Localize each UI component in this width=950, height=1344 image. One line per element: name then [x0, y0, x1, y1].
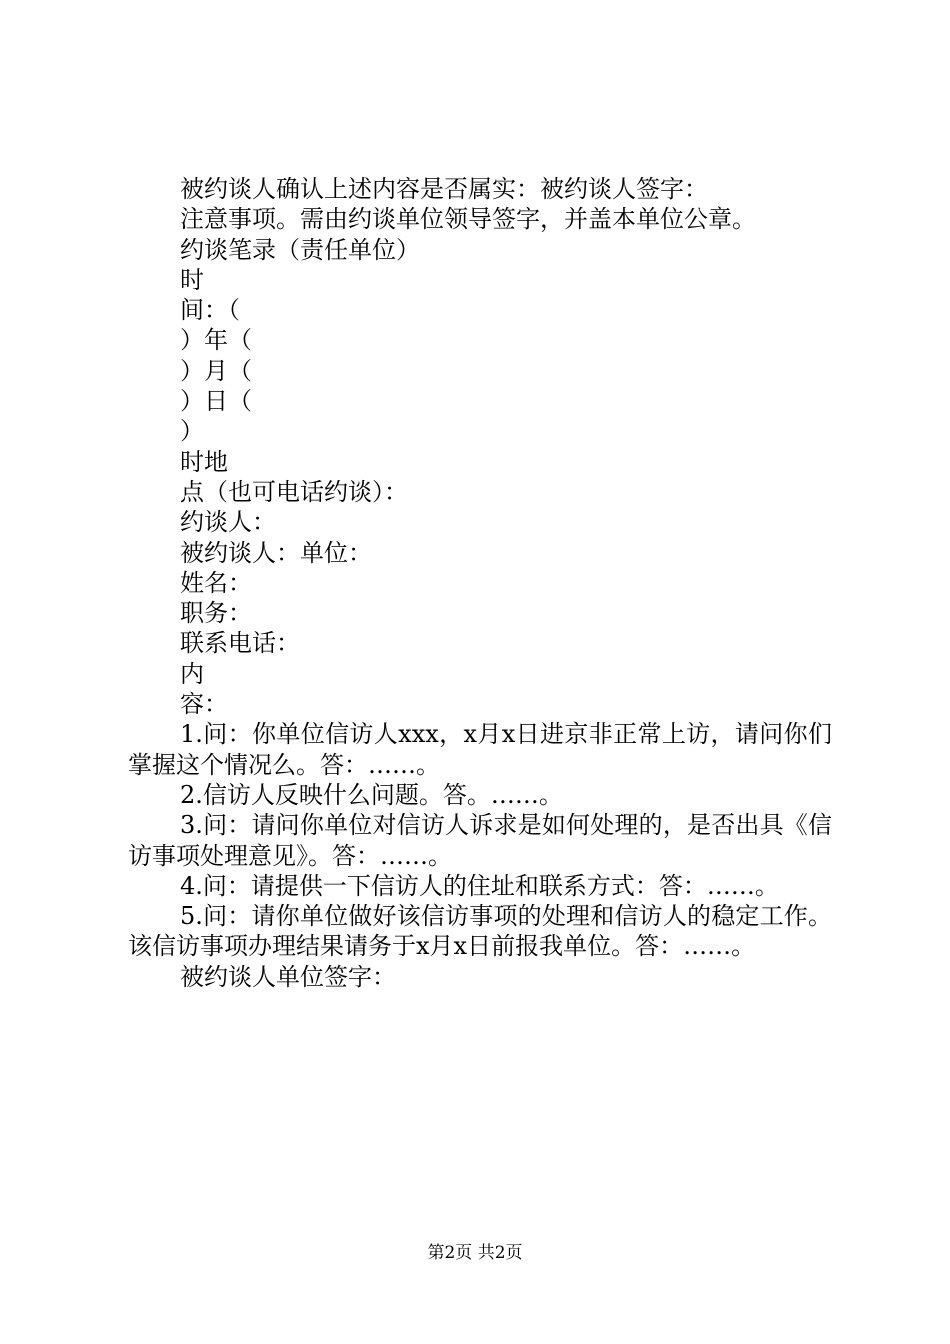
page-number-footer: 第2页 共2页 [427, 1243, 523, 1263]
content-label-part2: 容： [180, 690, 228, 719]
place-label-part1: 时地 [180, 447, 228, 476]
name-label: 姓名： [180, 568, 252, 597]
question-4: 4.问：请提供一下信访人的住址和联系方式：答：……。 [180, 871, 779, 900]
notice-line: 注意事项。需由约谈单位领导签字，并盖本单位公章。 [180, 205, 756, 234]
phone-label: 联系电话： [180, 629, 300, 658]
time-field-close: ） [180, 417, 204, 446]
confirm-line: 被约谈人确认上述内容是否属实：被约谈人签字： [180, 175, 708, 203]
year-field: ）年（ [180, 326, 252, 355]
content-label-part1: 内 [180, 659, 204, 688]
interviewer-label: 约谈人： [180, 508, 276, 537]
signature-line: 被约谈人单位签字： [180, 962, 396, 991]
month-field: ）月（ [180, 356, 252, 385]
record-title: 约谈笔录（责任单位） [180, 235, 420, 264]
interviewee-unit-label: 被约谈人：单位： [180, 538, 372, 567]
document-body [128, 174, 832, 992]
place-label-part2: 点（也可电话约谈）： [180, 477, 408, 506]
time-label-part1: 时 [180, 265, 204, 294]
day-field: ）日（ [180, 387, 252, 416]
question-3: 3.问：请问你单位对信访人诉求是如何处理的，是否出具《信访事项处理意见》。答：……。 [128, 811, 832, 870]
position-label: 职务： [180, 599, 252, 628]
question-5: 5.问：请你单位做好该信访事项的处理和信访人的稳定工作。该信访事项办理结果请务于x月x日前报我单位。答：……。 [128, 902, 832, 961]
question-2: 2.信访人反映什么问题。答。……。 [180, 780, 563, 809]
time-label-part2: 间：（ [180, 296, 240, 325]
question-1: 1.问：你单位信访人xxx，x月x日进京非正常上访，请问你们掌握这个情况么。答：……。 [128, 720, 832, 779]
